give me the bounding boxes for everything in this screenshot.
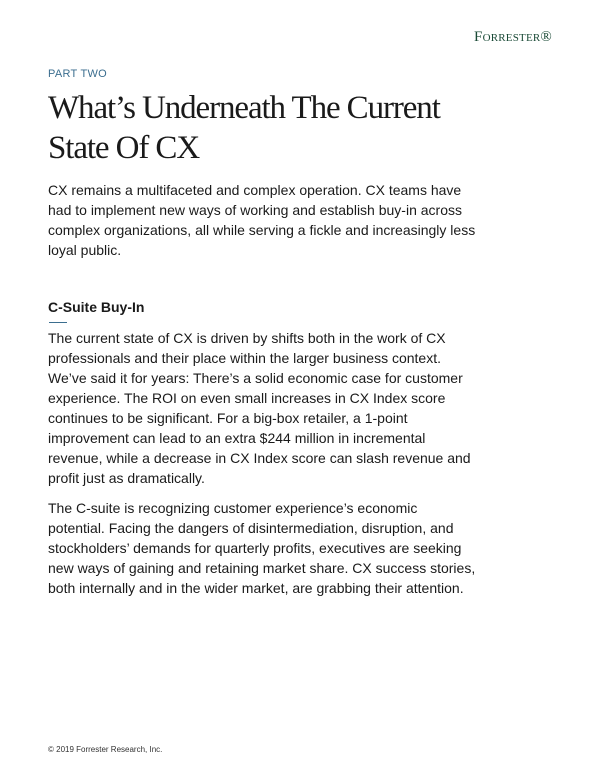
body-paragraph: The current state of CX is driven by shifts both in the work of CX professionals and their place within the larger business context. We’ve said it for years: There’s a solid economic case for customer experience. The ROI on even small increases in CX Index score continues to be significant. For a big-box retailer, a 1-point improvement can lead to an extra $244 million in incremental revenue, while a decrease in CX Index score can slash revenue and profit just as dramatically. (48, 330, 471, 486)
body-paragraph: The C-suite is recognizing customer experience’s economic potential. Facing the dangers of disintermediation, disruption, and stockholders’ demands for quarterly profits, executives are seeking new ways of gaining and retaining market share. CX success stories, both internally and in the wider market, are grabbing their attention. (48, 500, 476, 596)
page-title (48, 88, 488, 168)
intro-paragraph: CX remains a multifaceted and complex operation. CX teams have had to implement new ways of working and establish buy-in across complex organizations, all while serving a fickle and increasingly less loyal public. (48, 182, 476, 258)
page-title-line-2: State Of CX (48, 130, 200, 166)
subsection-heading: C-Suite Buy-In (48, 299, 145, 315)
heading-underline (49, 322, 67, 323)
body-text (48, 328, 478, 608)
copyright-footer: © 2019 Forrester Research, Inc. (48, 745, 163, 754)
forrester-logo: Forrester® (474, 29, 552, 45)
section-kicker: PART TWO (48, 68, 108, 80)
page-title-line-1: What’s Underneath The Current (48, 90, 440, 126)
